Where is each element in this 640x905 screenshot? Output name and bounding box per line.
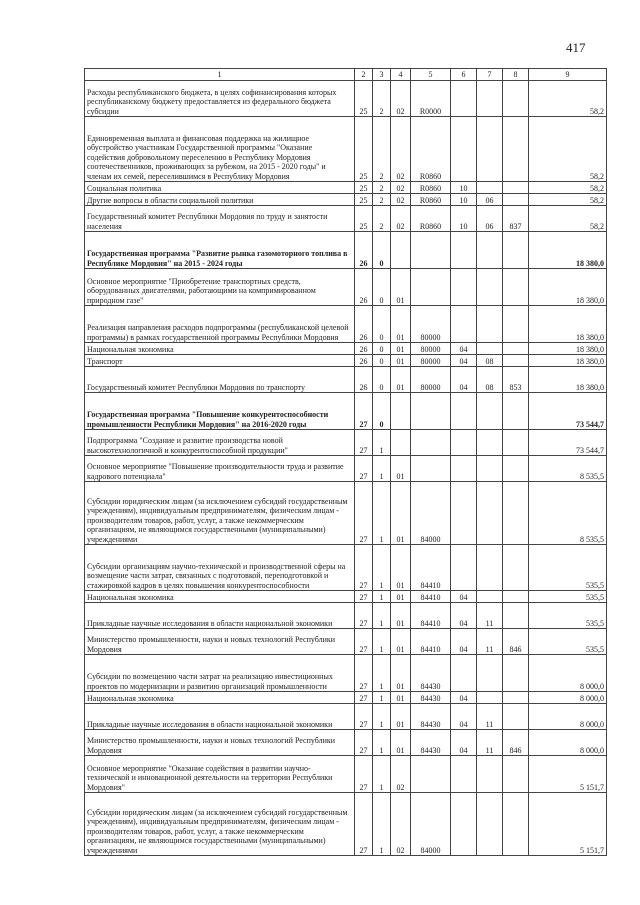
code-cell: 04 <box>451 730 477 756</box>
table-row <box>85 430 607 456</box>
code-cell <box>503 756 529 793</box>
code-cell: 08 <box>477 367 503 393</box>
amount-cell: 8 000,0 <box>529 692 607 704</box>
code-cell: 27 <box>355 629 373 655</box>
code-cell: 1 <box>373 692 391 704</box>
code-cell: 27 <box>355 603 373 629</box>
row-name-cell: Государственная программа "Повышение конкурентоспособности промышленности Республики Мордовия" на 2016-2020 годы <box>85 393 355 430</box>
code-cell: 0 <box>373 343 391 355</box>
code-cell: R0860 <box>411 182 451 194</box>
code-cell: 27 <box>355 591 373 603</box>
code-cell: 27 <box>355 456 373 482</box>
code-cell <box>411 393 451 430</box>
row-name-cell: Подпрограмма "Создание и развитие производства новой высокотехнологичной и конкурентоспособной продукции" <box>85 430 355 456</box>
row-name-cell: Государственный комитет Республики Мордовия по труду и занятости населения <box>85 206 355 232</box>
code-cell <box>477 591 503 603</box>
code-cell: 27 <box>355 730 373 756</box>
code-cell: 84430 <box>411 730 451 756</box>
code-cell: 25 <box>355 182 373 194</box>
code-cell: 2 <box>373 206 391 232</box>
amount-cell: 8 535,5 <box>529 482 607 545</box>
amount-cell: 535,5 <box>529 629 607 655</box>
code-cell: 84000 <box>411 482 451 545</box>
code-cell <box>451 306 477 343</box>
code-cell <box>477 793 503 856</box>
code-cell: R0860 <box>411 206 451 232</box>
code-cell <box>411 756 451 793</box>
row-name-cell: Субсидии юридическим лицам (за исключением субсидий государственным учреждениям), индивидуальным предпринимателям, физическим лицам - производителям товаров, работ, услуг, а также некоммерческим организациям, не являющимся государственными (муниципальными) учреждениями <box>85 482 355 545</box>
table-row <box>85 343 607 355</box>
amount-cell: 5 151,7 <box>529 756 607 793</box>
code-cell <box>477 232 503 269</box>
code-cell: 02 <box>391 194 411 206</box>
code-cell: 80000 <box>411 343 451 355</box>
code-cell: 1 <box>373 545 391 591</box>
table-row <box>85 629 607 655</box>
code-cell: 0 <box>373 232 391 269</box>
amount-cell: 8 535,5 <box>529 456 607 482</box>
table-row <box>85 393 607 430</box>
code-cell: 25 <box>355 81 373 117</box>
header-cell: 5 <box>411 69 451 81</box>
code-cell: 1 <box>373 704 391 730</box>
code-cell: 84430 <box>411 704 451 730</box>
code-cell: 80000 <box>411 306 451 343</box>
code-cell: 84410 <box>411 603 451 629</box>
code-cell: 01 <box>391 655 411 692</box>
table-row <box>85 591 607 603</box>
header-cell: 6 <box>451 69 477 81</box>
code-cell <box>477 692 503 704</box>
code-cell: 27 <box>355 756 373 793</box>
amount-cell: 58,2 <box>529 182 607 194</box>
code-cell <box>451 232 477 269</box>
code-cell: 0 <box>373 306 391 343</box>
code-cell: 04 <box>451 591 477 603</box>
table-row <box>85 355 607 367</box>
code-cell: 01 <box>391 456 411 482</box>
code-cell <box>477 430 503 456</box>
row-name-cell: Прикладные научные исследования в области национальной экономики <box>85 603 355 629</box>
amount-cell: 535,5 <box>529 545 607 591</box>
code-cell <box>451 117 477 182</box>
amount-cell: 5 151,7 <box>529 793 607 856</box>
code-cell: 01 <box>391 545 411 591</box>
amount-cell: 58,2 <box>529 117 607 182</box>
code-cell: 01 <box>391 306 411 343</box>
code-cell <box>451 545 477 591</box>
code-cell: 84410 <box>411 629 451 655</box>
code-cell: 26 <box>355 306 373 343</box>
row-name-cell: Единовременная выплата и финансовая поддержка на жилищное обустройство участникам Государственной программы "Оказание содействия добровольному переселению в Республику Мордовия соотечественников, проживающих за рубежом, на 2015 - 2020 годы" и членам их семей, переселившимся в Республику Мордовия <box>85 117 355 182</box>
code-cell: 27 <box>355 793 373 856</box>
code-cell <box>477 545 503 591</box>
table-row <box>85 269 607 306</box>
row-name-cell: Субсидии по возмещению части затрат на реализацию инвестиционных проектов по модернизации и развитию организаций промышленности <box>85 655 355 692</box>
code-cell: 02 <box>391 182 411 194</box>
code-cell: 80000 <box>411 355 451 367</box>
code-cell: 04 <box>451 704 477 730</box>
code-cell: 25 <box>355 194 373 206</box>
code-cell: 04 <box>451 692 477 704</box>
row-name-cell: Транспорт <box>85 355 355 367</box>
code-cell: 26 <box>355 232 373 269</box>
code-cell: 84410 <box>411 591 451 603</box>
code-cell: 02 <box>391 756 411 793</box>
code-cell: 1 <box>373 793 391 856</box>
code-cell <box>451 655 477 692</box>
code-cell: 25 <box>355 117 373 182</box>
table-row <box>85 306 607 343</box>
row-name-cell: Основное мероприятие "Приобретение транспортных средств, оборудованных двигателями, работающими на компримированном природном газе" <box>85 269 355 306</box>
table-row <box>85 81 607 117</box>
code-cell: 01 <box>391 603 411 629</box>
code-cell: 27 <box>355 704 373 730</box>
code-cell: 06 <box>477 194 503 206</box>
code-cell: 1 <box>373 430 391 456</box>
code-cell: 27 <box>355 393 373 430</box>
code-cell: 26 <box>355 355 373 367</box>
amount-cell: 535,5 <box>529 591 607 603</box>
table-row <box>85 194 607 206</box>
code-cell: R0860 <box>411 117 451 182</box>
code-cell: R0000 <box>411 81 451 117</box>
row-name-cell: Министерство промышленности, науки и новых технологий Республики Мордовия <box>85 629 355 655</box>
code-cell: 26 <box>355 343 373 355</box>
code-cell <box>503 591 529 603</box>
code-cell: 1 <box>373 456 391 482</box>
header-row <box>85 69 607 81</box>
code-cell: 27 <box>355 545 373 591</box>
code-cell: 2 <box>373 182 391 194</box>
code-cell <box>477 81 503 117</box>
code-cell <box>503 81 529 117</box>
code-cell <box>451 482 477 545</box>
table-row <box>85 603 607 629</box>
amount-cell: 18 380,0 <box>529 367 607 393</box>
code-cell: 846 <box>503 629 529 655</box>
code-cell: 0 <box>373 269 391 306</box>
code-cell <box>503 482 529 545</box>
code-cell <box>503 117 529 182</box>
table-row <box>85 730 607 756</box>
code-cell <box>477 655 503 692</box>
code-cell <box>411 269 451 306</box>
code-cell <box>451 456 477 482</box>
code-cell: 01 <box>391 269 411 306</box>
amount-cell: 18 380,0 <box>529 343 607 355</box>
code-cell <box>503 545 529 591</box>
code-cell: 1 <box>373 629 391 655</box>
code-cell <box>451 393 477 430</box>
code-cell <box>503 269 529 306</box>
code-cell: 02 <box>391 81 411 117</box>
row-name-cell: Прикладные научные исследования в области национальной экономики <box>85 704 355 730</box>
table-row <box>85 704 607 730</box>
table-row <box>85 545 607 591</box>
amount-cell: 535,5 <box>529 603 607 629</box>
code-cell <box>451 793 477 856</box>
code-cell <box>411 456 451 482</box>
code-cell <box>477 269 503 306</box>
amount-cell: 18 380,0 <box>529 232 607 269</box>
table-row <box>85 182 607 194</box>
code-cell <box>503 692 529 704</box>
code-cell: 1 <box>373 730 391 756</box>
code-cell <box>451 269 477 306</box>
row-name-cell: Субсидии организациям научно-технической и производственной сферы на возмещение части затрат, связанных с подготовкой, переподготовкой и стажировкой кадров в целях повышения конкурентоспособности <box>85 545 355 591</box>
code-cell: 26 <box>355 269 373 306</box>
code-cell: 04 <box>451 603 477 629</box>
row-name-cell: Национальная экономика <box>85 591 355 603</box>
code-cell: 01 <box>391 482 411 545</box>
table-row <box>85 367 607 393</box>
amount-cell: 8 000,0 <box>529 704 607 730</box>
code-cell: R0860 <box>411 194 451 206</box>
code-cell <box>451 430 477 456</box>
row-name-cell: Социальная политика <box>85 182 355 194</box>
code-cell: 27 <box>355 430 373 456</box>
code-cell <box>477 182 503 194</box>
code-cell: 84430 <box>411 692 451 704</box>
code-cell: 11 <box>477 704 503 730</box>
code-cell <box>477 482 503 545</box>
amount-cell: 18 380,0 <box>529 269 607 306</box>
code-cell: 80000 <box>411 367 451 393</box>
code-cell: 01 <box>391 629 411 655</box>
code-cell: 02 <box>391 793 411 856</box>
code-cell: 1 <box>373 655 391 692</box>
table-row <box>85 482 607 545</box>
table-row <box>85 692 607 704</box>
code-cell: 1 <box>373 591 391 603</box>
code-cell <box>391 232 411 269</box>
code-cell <box>477 756 503 793</box>
code-cell <box>503 704 529 730</box>
code-cell <box>477 117 503 182</box>
code-cell: 0 <box>373 355 391 367</box>
code-cell <box>477 456 503 482</box>
code-cell <box>477 343 503 355</box>
code-cell: 2 <box>373 81 391 117</box>
code-cell: 1 <box>373 603 391 629</box>
amount-cell: 73 544,7 <box>529 393 607 430</box>
amount-cell: 18 380,0 <box>529 355 607 367</box>
code-cell: 84000 <box>411 793 451 856</box>
code-cell <box>411 232 451 269</box>
code-cell <box>411 430 451 456</box>
row-name-cell: Расходы республиканского бюджета, в целях софинансирования которых республиканскому бюджету предоставляется из федерального бюджета субсидии <box>85 81 355 117</box>
row-name-cell: Государственный комитет Республики Мордовия по транспорту <box>85 367 355 393</box>
code-cell: 84410 <box>411 545 451 591</box>
code-cell: 02 <box>391 206 411 232</box>
amount-cell: 58,2 <box>529 206 607 232</box>
code-cell <box>503 603 529 629</box>
code-cell <box>503 194 529 206</box>
code-cell: 10 <box>451 206 477 232</box>
budget-table <box>84 68 607 856</box>
table-row <box>85 117 607 182</box>
code-cell: 27 <box>355 482 373 545</box>
code-cell <box>503 456 529 482</box>
header-cell: 1 <box>85 69 355 81</box>
code-cell <box>503 655 529 692</box>
code-cell: 01 <box>391 704 411 730</box>
code-cell: 04 <box>451 629 477 655</box>
code-cell: 01 <box>391 730 411 756</box>
code-cell <box>503 793 529 856</box>
code-cell: 0 <box>373 393 391 430</box>
amount-cell: 8 000,0 <box>529 655 607 692</box>
code-cell: 27 <box>355 692 373 704</box>
row-name-cell: Национальная экономика <box>85 343 355 355</box>
code-cell: 01 <box>391 343 411 355</box>
code-cell: 01 <box>391 591 411 603</box>
code-cell: 02 <box>391 117 411 182</box>
code-cell <box>451 756 477 793</box>
code-cell: 10 <box>451 194 477 206</box>
code-cell: 846 <box>503 730 529 756</box>
code-cell: 2 <box>373 194 391 206</box>
amount-cell: 58,2 <box>529 81 607 117</box>
code-cell: 25 <box>355 206 373 232</box>
code-cell: 11 <box>477 730 503 756</box>
header-cell: 4 <box>391 69 411 81</box>
code-cell: 0 <box>373 367 391 393</box>
table-row <box>85 456 607 482</box>
code-cell: 08 <box>477 355 503 367</box>
row-name-cell: Реализация направления расходов подпрограммы (республиканской целевой программы) в рамках государственной программы Республики Мордовия <box>85 306 355 343</box>
code-cell: 1 <box>373 482 391 545</box>
code-cell <box>503 232 529 269</box>
code-cell: 11 <box>477 603 503 629</box>
code-cell: 853 <box>503 367 529 393</box>
row-name-cell: Основное мероприятие "Оказание содействия в развитии научно-технической и инновационной деятельности на территории Республики Мордовия" <box>85 756 355 793</box>
row-name-cell: Основное мероприятие "Повышение производительности труда и развитие кадрового потенциала" <box>85 456 355 482</box>
code-cell <box>503 306 529 343</box>
row-name-cell: Субсидии юридическим лицам (за исключением субсидий государственным учреждениям), индивидуальным предпринимателям, физическим лицам - производителям товаров, работ, услуг, а также некоммерческим организациям, не являющимся государственными (муниципальными) учреждениями <box>85 793 355 856</box>
code-cell <box>503 355 529 367</box>
header-cell: 8 <box>503 69 529 81</box>
amount-cell: 73 544,7 <box>529 430 607 456</box>
table-row <box>85 793 607 856</box>
code-cell: 04 <box>451 343 477 355</box>
code-cell: 10 <box>451 182 477 194</box>
code-cell: 84430 <box>411 655 451 692</box>
row-name-cell: Другие вопросы в области социальной политики <box>85 194 355 206</box>
code-cell: 04 <box>451 355 477 367</box>
table-row <box>85 232 607 269</box>
code-cell <box>477 306 503 343</box>
code-cell <box>391 430 411 456</box>
code-cell: 06 <box>477 206 503 232</box>
table-row <box>85 206 607 232</box>
table-row <box>85 655 607 692</box>
table-body <box>85 81 607 856</box>
code-cell: 01 <box>391 355 411 367</box>
code-cell: 26 <box>355 367 373 393</box>
code-cell: 2 <box>373 117 391 182</box>
code-cell: 27 <box>355 655 373 692</box>
header-cell: 2 <box>355 69 373 81</box>
code-cell <box>503 182 529 194</box>
code-cell <box>503 430 529 456</box>
row-name-cell: Государственная программа "Развитие рынка газомоторного топлива в Республике Мордовия" на 2015 - 2024 годы <box>85 232 355 269</box>
amount-cell: 18 380,0 <box>529 306 607 343</box>
code-cell: 11 <box>477 629 503 655</box>
header-cell: 7 <box>477 69 503 81</box>
code-cell <box>503 343 529 355</box>
code-cell <box>477 393 503 430</box>
code-cell <box>451 81 477 117</box>
code-cell: 01 <box>391 367 411 393</box>
table-row <box>85 756 607 793</box>
amount-cell: 8 000,0 <box>529 730 607 756</box>
header-cell: 9 <box>529 69 607 81</box>
code-cell <box>391 393 411 430</box>
code-cell: 01 <box>391 692 411 704</box>
amount-cell: 58,2 <box>529 194 607 206</box>
header-cell: 3 <box>373 69 391 81</box>
code-cell: 04 <box>451 367 477 393</box>
page-number: 417 <box>566 40 586 55</box>
code-cell <box>503 393 529 430</box>
code-cell: 1 <box>373 756 391 793</box>
row-name-cell: Национальная экономика <box>85 692 355 704</box>
code-cell: 837 <box>503 206 529 232</box>
row-name-cell: Министерство промышленности, науки и новых технологий Республики Мордовия <box>85 730 355 756</box>
